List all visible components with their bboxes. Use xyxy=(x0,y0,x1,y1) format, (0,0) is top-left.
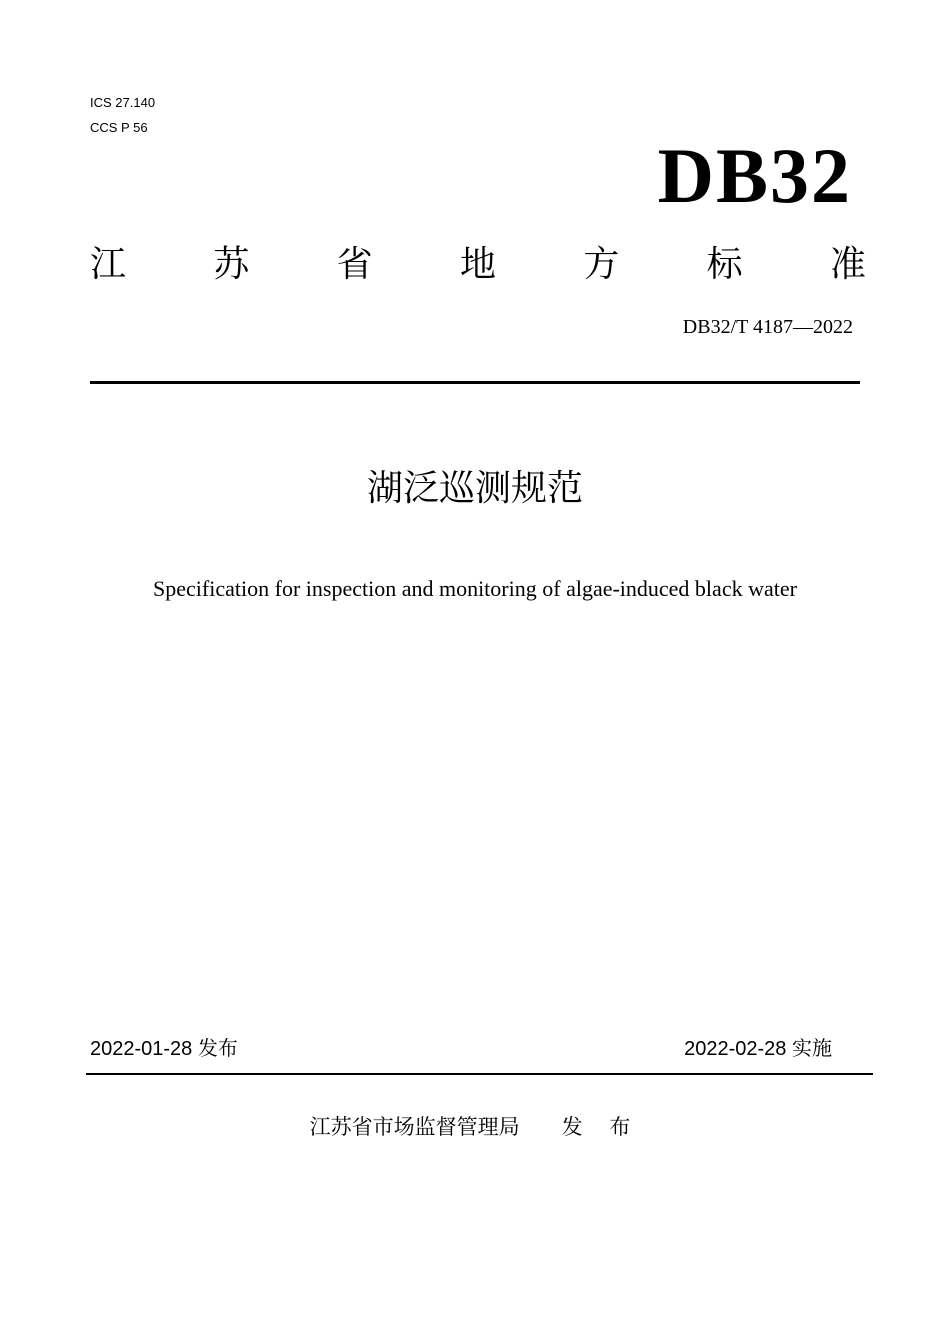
document-title-chinese: 湖泛巡测规范 xyxy=(366,468,583,509)
standard-type-heading xyxy=(90,240,866,290)
standard-number: DB32/T 4187—2022 xyxy=(682,316,853,338)
issuer-name: 江苏省市场监督管理局 xyxy=(309,1115,520,1139)
implementation-date: 2022-02-28 实施 xyxy=(684,1038,832,1060)
ics-code: ICS 27.140 xyxy=(90,95,156,110)
ccs-code: CCS P 56 xyxy=(90,120,148,135)
standard-type-char: 标 xyxy=(706,244,743,285)
header-divider xyxy=(90,381,860,384)
standard-type-char: 准 xyxy=(829,244,866,285)
footer-divider xyxy=(86,1073,873,1075)
issuer-verb: 发 布 xyxy=(561,1115,641,1139)
document-title-english: Specification for inspection and monitoring of algae-induced black water xyxy=(153,576,797,601)
standard-type-char: 方 xyxy=(583,244,620,285)
db-standard-mark: DB32 xyxy=(657,132,852,219)
standard-type-char: 省 xyxy=(336,244,373,285)
issuer-line xyxy=(0,1112,950,1142)
standard-type-char: 苏 xyxy=(213,244,250,285)
release-date: 2022-01-28 发布 xyxy=(90,1038,238,1060)
standard-type-char: 地 xyxy=(459,244,496,285)
standard-type-char: 江 xyxy=(90,244,127,285)
